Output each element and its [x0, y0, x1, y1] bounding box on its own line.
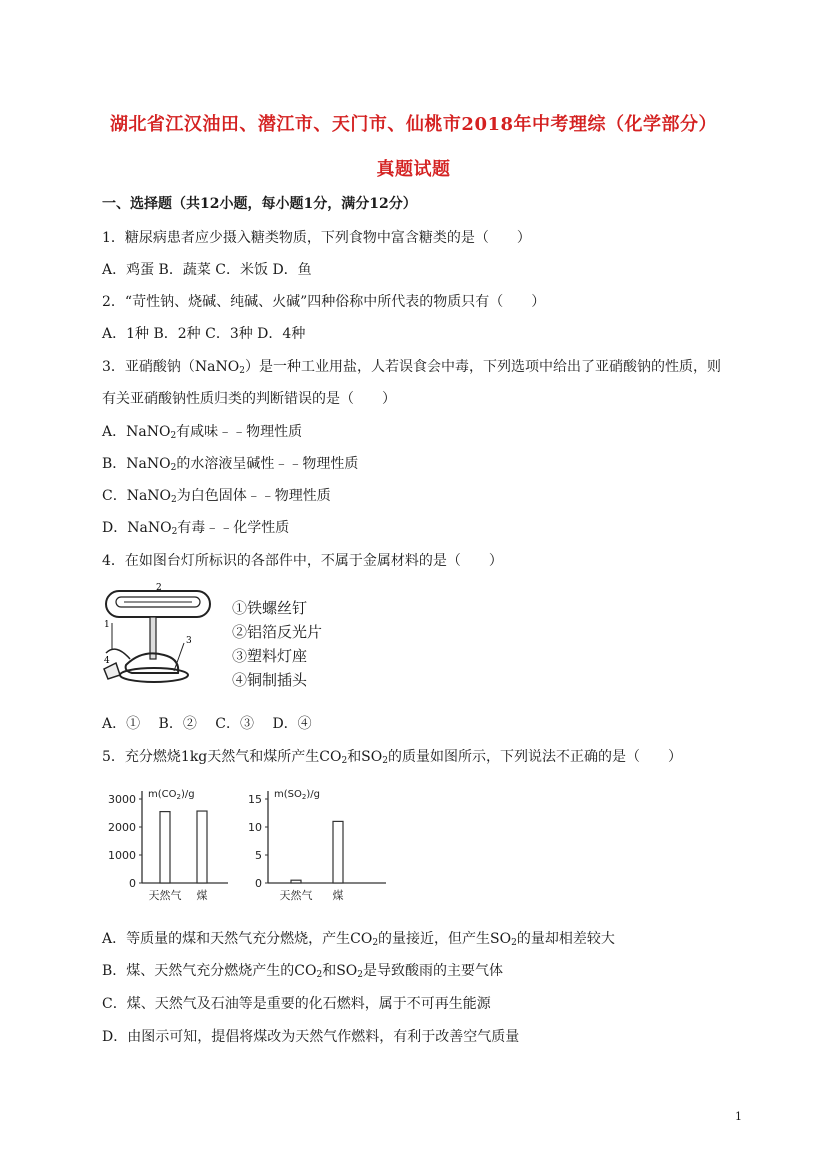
lamp-label-3: ③塑料灯座	[232, 647, 308, 665]
chart1-y-tick-label: 0	[255, 877, 262, 890]
q3-option-c: C．NaNO$_2$为白色固体﹣﹣物理性质	[102, 488, 331, 505]
chart0-y-tick-label: 2000	[108, 821, 136, 834]
chart1-y-tick-label: 5	[255, 849, 262, 862]
q3-option-a: A．NaNO$_2$有咸味﹣﹣物理性质	[102, 424, 303, 441]
co2-chart	[100, 778, 230, 912]
q3-stem	[102, 356, 721, 376]
q3-stem-sub: 2	[239, 366, 245, 376]
lamp-label-2: ②铝箔反光片	[232, 623, 323, 641]
q4-options: A．① B．② C．③ D．④	[102, 716, 312, 732]
figure-number-4: 4	[104, 656, 110, 666]
page-title-line-2: 真题试题	[376, 159, 451, 180]
q5-option-c: C．煤、天然气及石油等是重要的化石燃料，属于不可再生能源	[102, 996, 491, 1012]
chart0-category-label: 煤	[196, 889, 208, 902]
chart1-category-label: 天然气	[279, 889, 313, 902]
q5-option-d: D．由图示可知，提倡将煤改为天然气作燃料，有利于改善空气质量	[102, 1029, 520, 1045]
q3-stem-a: 3．亚硝酸钠（NaNO	[102, 359, 240, 375]
chart0-y-tick-label: 3000	[108, 793, 136, 806]
desk-lamp-drawing	[102, 583, 222, 688]
lamp-label-4: ④铜制插头	[232, 671, 308, 689]
page-title-line-1: 湖北省江汉油田、潜江市、天门市、仙桃市2018年中考理综（化学部分）	[109, 114, 718, 135]
figure-number-3: 3	[186, 636, 192, 646]
so2-chart	[240, 778, 390, 912]
chart0-y-tick-label: 0	[129, 877, 136, 890]
q3-stem-line2: 有关亚硝酸钠性质归类的判断错误的是（ ）	[102, 391, 396, 407]
figure-number-2: 2	[156, 583, 162, 593]
chart0-y-axis-label: $m(CO_2)/g$	[148, 789, 195, 801]
chart1-y-tick-label: 10	[248, 821, 262, 834]
lamp-part-labels	[232, 596, 322, 692]
chart0-y-tick-label: 1000	[108, 849, 136, 862]
section-heading: 一、选择题（共12小题，每小题1分，满分12分）	[102, 196, 417, 212]
figure-number-1: 1	[104, 620, 110, 630]
chart0-bar	[197, 811, 207, 883]
chart1-y-tick-label: 15	[248, 793, 262, 806]
q5-option-b: B．煤、天然气充分燃烧产生的$CO_2$和$SO_2$是导致酸雨的主要气体	[102, 963, 504, 980]
q2-stem: 2．“苛性钠、烧碱、纯碱、火碱”四种俗称中所代表的物质只有（ ）	[102, 294, 546, 310]
chart0-bar	[160, 812, 170, 883]
q3-stem-b: ）是一种工业用盐，人若误食会中毒，下列选项中给出了亚硝酸钠的性质，则	[244, 359, 721, 375]
chart0-category-label: 天然气	[148, 889, 182, 902]
q2-options: A．1种 B．2种 C．3种 D．4种	[102, 326, 306, 342]
q4-stem: 4．在如图台灯所标识的各部件中，不属于金属材料的是（ ）	[102, 553, 503, 569]
chart1-y-axis-label: $m(SO_2)/g$	[274, 789, 320, 801]
lamp-label-1: ①铁螺丝钉	[232, 599, 308, 617]
chart1-bar	[291, 880, 301, 883]
desk-lamp-figure	[102, 583, 222, 688]
q3-option-b: B．NaNO$_2$的水溶液呈碱性﹣﹣物理性质	[102, 456, 359, 473]
q3-option-d: D．NaNO$_2$有毒﹣﹣化学性质	[102, 520, 290, 537]
page-number: 1	[735, 1110, 742, 1123]
chart1-category-label: 煤	[332, 889, 344, 902]
q1-options: A．鸡蛋 B．蔬菜 C．米饭 D．鱼	[102, 262, 312, 278]
chart1-bar	[333, 821, 343, 883]
q1-stem: 1．糖尿病患者应少摄入糖类物质，下列食物中富含糖类的是（ ）	[102, 230, 531, 246]
q5-option-a: A．等质量的煤和天然气充分燃烧，产生$CO_2$的量接近，但产生$SO_2$的量却相差较大	[102, 931, 615, 948]
q5-stem: 5．充分燃烧1kg天然气和煤所产生$CO_2$和$SO_2$的质量如图所示，下列说法不正确的是（ ）	[102, 749, 682, 766]
